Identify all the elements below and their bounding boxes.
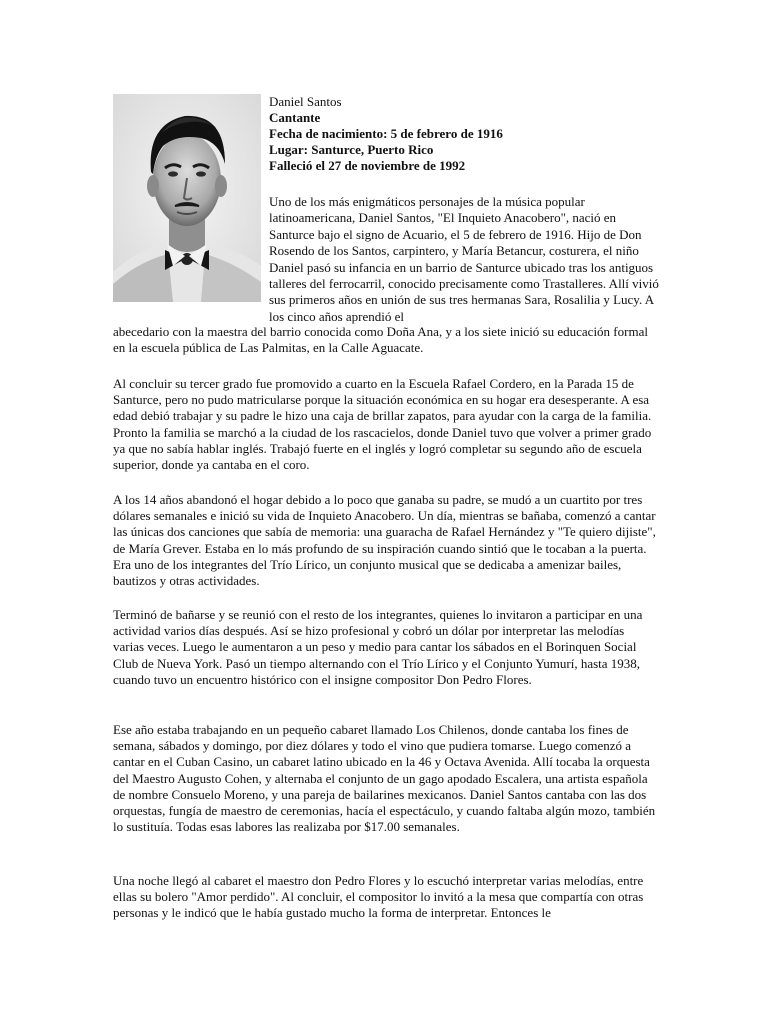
paragraph-2: Al concluir su tercer grado fue promovido a cuarto en la Escuela Rafael Cordero, en la Parada 15 de Santurce, pero no pudo matricularse porque la situación económica en su hogar era desesperante. A esa edad debió trabajar y su padre le hizo una caja de brillar zapatos, para ayudar con la carga de la familia. Pronto la familia se marchó a la ciudad de los rascacielos, donde Daniel tuvo que volver a primer grado ya que no sabía hablar inglés. Trabajó fuerte en el inglés y logró completar su segundo año de escuela superior, donde ya cantaba en el coro. (113, 376, 652, 473)
bio-header (269, 94, 649, 174)
paragraph-4: Terminó de bañarse y se reunió con el resto de los integrantes, quienes lo invitaron a participar en una actividad varios días después. Así se hizo profesional y cobró un dólar por interpretar las melodías varias veces. Luego le aumentaron a un peso y medio para cantar los sábados en el Borinquen Social Club de Nueva York. Pasó un tiempo alternando con el Trío Lírico y el Conjunto Yumurí, hasta 1938, cuando tuvo un encuentro histórico con el insigne compositor Don Pedro Flores. (113, 607, 643, 687)
intro-paragraph-continued (113, 324, 658, 356)
paragraph-6: Una noche llegó al cabaret el maestro don Pedro Flores y lo escuchó interpretar varias melodías, entre ellas su bolero "Amor perdido". Al concluir, el compositor lo invitó a la mesa que compartía con otras personas y le indicó que le había gustado mucho la forma de interpretar. Entonces le (113, 873, 644, 921)
paragraph-3: A los 14 años abandonó el hogar debido a lo poco que ganaba su padre, se mudó a un cuartito por tres dólares semanales e inició su vida de Inquieto Anacobero. Un día, mientras se bañaba, comenzó a cantar las únicas dos canciones que sabía de memoria: una guaracha de Rafael Hernández y "Te quiero dijiste", de María Grever. Estaba en lo más profundo de su inspiración cuando sintió que le tocaban a la puerta. Era uno de los integrantes del Trío Lírico, un conjunto musical que se dedicaba a amenizar bailes, bautizos y otras actividades. (113, 492, 656, 589)
birth-place: Lugar: Santurce, Puerto Rico (269, 142, 434, 157)
paragraph-1-tail: abecedario con la maestra del barrio conocida como Doña Ana, y a los siete inició su educación formal en la escuela pública de Las Palmitas, en la Calle Aguacate. (113, 324, 648, 356)
profession: Cantante (269, 110, 321, 125)
paragraph-1-lead: Uno de los más enigmáticos personajes de la música popular latinoamericana, Daniel Santos, "El Inquieto Anacobero", nació en Santurce bajo el signo de Acuario, el 5 de febrero de 1916. Hijo de Don Rosendo de los Santos, carpintero, y María Betancur, costurera, el niño Daniel pasó su infancia en un barrio de Santurce ubicado tras los antiguos talleres del ferrocarril, conocido precisamente como Trastalleres. Allí vivió sus primeros años en unión de sus tres hermanas Sara, Rosalilia y Lucy. A los cinco años aprendió el (269, 194, 659, 324)
death-date: Falleció el 27 de noviembre de 1992 (269, 158, 466, 173)
birth-date: Fecha de nacimiento: 5 de febrero de 1916 (269, 126, 503, 141)
person-name: Daniel Santos (269, 94, 342, 109)
intro-paragraph (269, 194, 664, 325)
paragraph-5: Ese año estaba trabajando en un pequeño cabaret llamado Los Chilenos, donde cantaba los fines de semana, sábados y domingo, por diez dólares y todo el vino que pudiera tomarse. Luego comenzó a cantar en el Cuban Casino, un cabaret latino ubicado en la 46 y Octava Avenida. Allí tocaba la orquesta del Maestro Augusto Cohen, y alternaba el conjunto de un gago apodado Escalera, una artista española de nombre Consuelo Moreno, y una pareja de bailarines mexicanos. Daniel Santos cantaba con las dos orquestas, fungía de maestro de ceremonias, hacía el espectáculo, y cuando faltaba algún mozo, también lo sustituía. Todas esas labores las realizaba por $17.00 semanales. (113, 722, 656, 835)
portrait-photo (113, 94, 261, 302)
